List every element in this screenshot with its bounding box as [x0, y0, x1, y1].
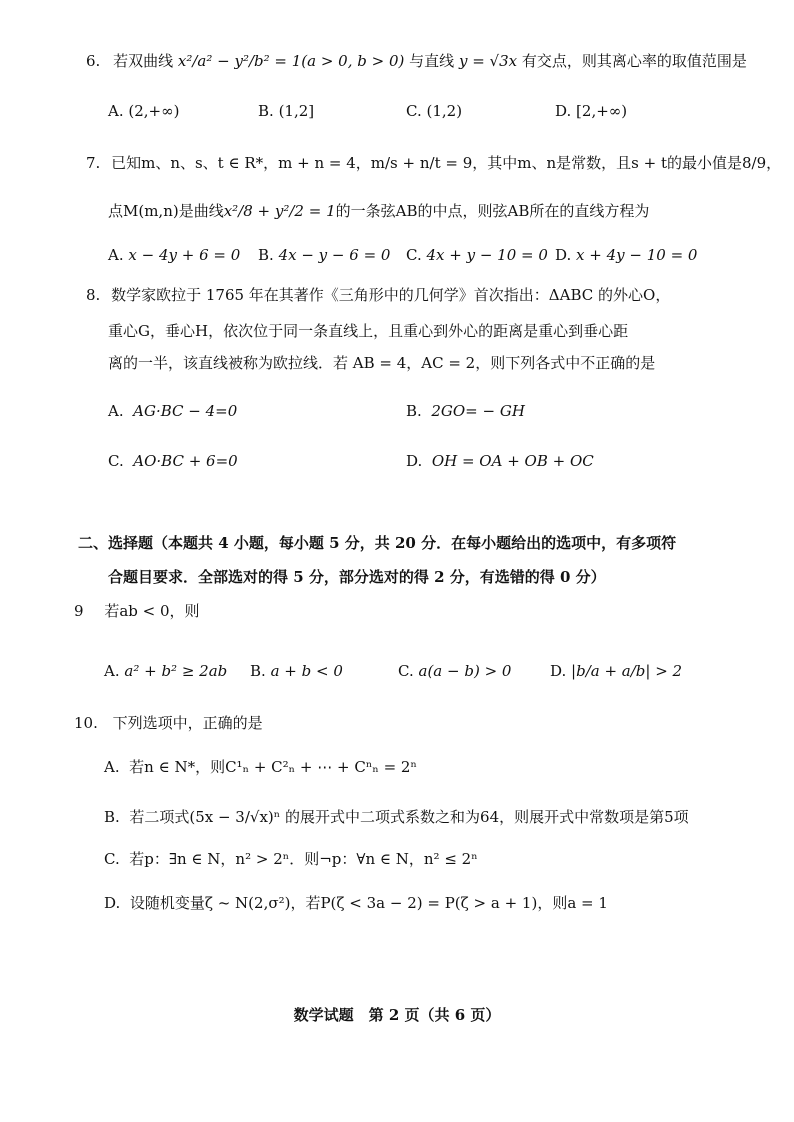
question-10: [74, 712, 263, 734]
question-8: [86, 284, 670, 306]
question-text: 数学家欧拉于 1765 年在其著作《三角形中的几何学》首次指出：ΔABC 的外心O，: [111, 286, 671, 304]
option-text: (1,2): [426, 102, 463, 120]
option-d: D. |b/a + a/b| > 2: [550, 662, 683, 680]
option-text: 设随机变量ζ ~ N(2,σ²)，若P(ζ < 3a − 2) = P(ζ > a + 1)，则a = 1: [129, 894, 608, 912]
option-text: a + b < 0: [270, 662, 343, 680]
section-heading: 二、选择题（本题共 4 小题，每小题 5 分，共 20 分．在每小题给出的选项中，有多项符: [78, 534, 677, 552]
option-text: 4x + y − 10 = 0: [426, 246, 548, 264]
option-text: 若n ∈ N*，则C¹ₙ + C²ₙ + ⋯ + Cⁿₙ = 2ⁿ: [129, 758, 417, 776]
option-d: D. x + 4y − 10 = 0: [555, 246, 698, 264]
question-text: 与直线: [409, 52, 455, 70]
option-c: C. AO·BC + 6=0: [108, 452, 238, 470]
option-c: C. (1,2): [406, 102, 463, 120]
option-text: AG·BC − 4=0: [133, 402, 238, 420]
option-c: C. 若p：∃n ∈ N，n² > 2ⁿ．则¬p：∀n ∈ N，n² ≤ 2ⁿ: [104, 850, 478, 868]
option-b: B. (1,2]: [258, 102, 315, 120]
option-text: x − 4y + 6 = 0: [128, 246, 241, 264]
option-b: B. 2GO= − GH: [406, 402, 525, 420]
question-number: 6.: [86, 52, 101, 70]
question-7: [86, 152, 781, 174]
question-text: 点M(m,n)是曲线: [108, 202, 224, 220]
option-text: AO·BC + 6=0: [133, 452, 238, 470]
option-d: D. 设随机变量ζ ~ N(2,σ²)，若P(ζ < 3a − 2) = P(ζ > a + 1)，则a = 1: [104, 894, 608, 912]
question-number: 8.: [86, 286, 101, 304]
question-text: 若ab < 0，则: [104, 602, 200, 620]
line-equation: y = √3x: [458, 52, 518, 70]
option-text: [2,+∞): [576, 102, 628, 120]
question-text: 8/9，: [741, 154, 782, 172]
question-6: [86, 50, 747, 72]
page-footer: 数学试题 第 2 页（共 6 页）: [293, 1006, 501, 1024]
question-text: 有交点，则其离心率的取值范围是: [521, 52, 747, 70]
ellipse-equation: x²/8 + y²/2 = 1: [223, 202, 336, 220]
option-b: B. 若二项式(5x − 3/√x)ⁿ 的展开式中二项式系数之和为64，则展开式中常数项是第5项: [104, 808, 689, 826]
option-text: 若p：∃n ∈ N，n² > 2ⁿ．则¬p：∀n ∈ N，n² ≤ 2ⁿ: [129, 850, 478, 868]
option-text: 2GO= − GH: [431, 402, 525, 420]
option-d: D. OH = OA + OB + OC: [406, 452, 594, 470]
option-a: A. 若n ∈ N*，则C¹ₙ + C²ₙ + ⋯ + Cⁿₙ = 2ⁿ: [104, 758, 417, 776]
question-text: 的一条弦AB的中点，则弦AB所在的直线方程为: [335, 202, 650, 220]
question-text: 下列选项中，正确的是: [112, 714, 263, 732]
question-7-line2: [108, 200, 649, 222]
option-c: C. 4x + y − 10 = 0: [406, 246, 548, 264]
question-8-line3: 离的一半，该直线被称为欧拉线．若 AB = 4，AC = 2，则下列各式中不正确的是: [108, 354, 656, 372]
option-text: x + 4y − 10 = 0: [576, 246, 698, 264]
option-text: 若二项式(5x − 3/√x)ⁿ 的展开式中二项式系数之和为64，则展开式中常数项是第5项: [129, 808, 689, 826]
option-text: 4x − y − 6 = 0: [278, 246, 391, 264]
question-number: 10.: [74, 714, 98, 732]
option-text: a² + b² ≥ 2ab: [124, 662, 228, 680]
question-text: 已知m、n、s、t ∈ R*，m + n = 4，: [111, 154, 371, 172]
option-text: (1,2]: [278, 102, 315, 120]
option-a: A. a² + b² ≥ 2ab: [104, 662, 228, 680]
option-a: A. (2,+∞): [108, 102, 180, 120]
option-a: A. x − 4y + 6 = 0: [108, 246, 241, 264]
question-number: 9: [74, 602, 84, 620]
question-text: 若双曲线: [113, 52, 174, 70]
option-a: A. AG·BC − 4=0: [108, 402, 238, 420]
option-text: (2,+∞): [128, 102, 180, 120]
option-c: C. a(a − b) > 0: [398, 662, 512, 680]
option-text: OH = OA + OB + OC: [431, 452, 594, 470]
option-text: a(a − b) > 0: [418, 662, 512, 680]
question-9: [74, 600, 200, 622]
option-b: B. a + b < 0: [250, 662, 343, 680]
option-d: D. [2,+∞): [555, 102, 628, 120]
question-8-line2: 重心G，垂心H，依次位于同一条直线上，且重心到外心的距离是重心到垂心距: [108, 322, 629, 340]
option-b: B. 4x − y − 6 = 0: [258, 246, 391, 264]
question-number: 7.: [86, 154, 101, 172]
section-instructions: 合题目要求．全部选对的得 5 分，部分选对的得 2 分，有选错的得 0 分）: [108, 568, 606, 586]
option-text: |b/a + a/b| > 2: [571, 662, 683, 680]
hyperbola-equation: x²/a² − y²/b² = 1(a > 0, b > 0): [177, 52, 405, 70]
question-text: m/s + n/t = 9，其中m、n是常数，且s + t的最小值是: [370, 154, 742, 172]
